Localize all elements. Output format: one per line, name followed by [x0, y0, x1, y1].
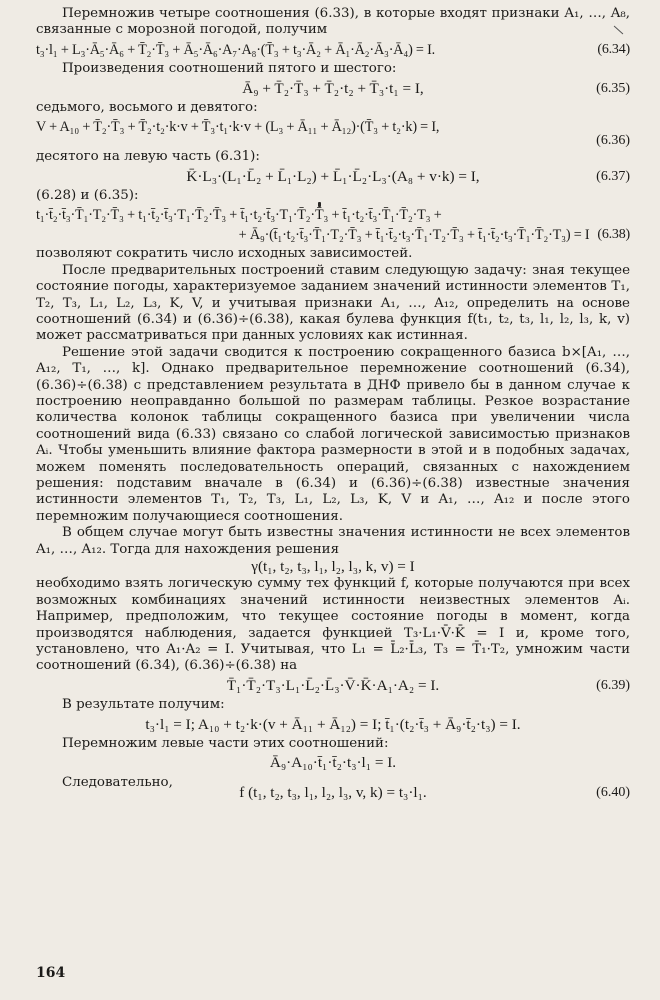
paragraph-tenth: десятого на левую часть (6.31):	[36, 149, 260, 165]
paragraph-sum: необходимо взять логическую сумму тех функций f, которые получаются при всех возможных комбинациях значений истинности неизвестных элементов Aᵢ. Например, предположим, что текущее состояние погоды в момент, когда производятся наблюдения, задается функцией T₃·L₁·V̄·K̄ = I и, кроме того, установлено, что A₁·A₂ = I. Учитывая, что L₁ = L̄₂·L̄₃, T₃ = T̄₁·T₂, умножим части соотношений (6.34), (6.36)÷(6.38) на	[36, 576, 630, 674]
ink-dot	[318, 202, 321, 207]
equation-6-37-body: K̄·L₃·(L₁·L̄₂ + L̄₁·L₂) + L̄₁·L̄₂·L₃·(A₈ + v·k) = I,	[186, 167, 480, 185]
paragraph-intro: Перемножив четыре соотношения (6.33), в которые входят признаки A₁, …, A₈, связанные с морозной погодой, получим	[36, 6, 630, 38]
equation-6-36-number: (6.36)	[596, 132, 630, 148]
equation-6-35	[36, 81, 630, 97]
equation-6-40-number: (6.40)	[596, 785, 630, 801]
equation-6-38-line2	[36, 227, 630, 243]
equation-6-35-body: Ā₉ + T̄₂·T̄₃ + T̄₂·t₂ + T̄₃·t₁ = I,	[242, 79, 424, 97]
equation-gamma	[36, 559, 630, 575]
equation-6-40	[36, 785, 630, 801]
equation-6-39-number: (6.39)	[596, 677, 630, 693]
equation-gamma-body: γ(t₁, t₂, t₃, l₁, l₂, l₃, k, v) = I	[251, 558, 415, 575]
equation-results-body: t₃·l₁ = I; A₁₀ + t₂·k·(v + Ā₁₁ + Ā₁₂) = I; t̄₁·(t₂·t̄₃ + Ā₉·t̄₂·t₃) = I.	[145, 715, 521, 733]
equation-6-34	[36, 42, 630, 58]
paragraph-seventh: седьмого, восьмого и девятого:	[36, 100, 258, 116]
equation-6-39-body: T̄₁·T̄₂·T₃·L₁·L̄₂·L̄₃·V̄·K̄·A₁·A₂ = I.	[226, 676, 440, 694]
equation-6-39	[36, 678, 630, 694]
equation-6-36-body: V + A₁₀ + T̄₂·T̄₃ + T̄₂·t₂·k·v + T̄₃·t₁·k·v + (L₃ + Ā₁₁ + Ā₁₂)·(T̄₃ + t₂·k) = I,	[36, 119, 440, 136]
equation-results	[36, 717, 630, 733]
paragraph-refs: (6.28) и (6.35):	[36, 188, 139, 204]
equation-product	[36, 755, 630, 771]
equation-6-38-number: (6.38)	[597, 226, 630, 242]
paragraph-task: После предварительных построений ставим следующую задачу: зная текущее состояние погоды, характеризуемое заданием значений истинности элементов T₁, T₂, T₃, L₁, L₂, L₃, K, V, и учитывая признаки A₁, …, A₁₂, определить на основе соотношений (6.34) и (6.36)÷(6.38), какая булева функция f(t₁, t₂, t₃, l₁, l₂, l₃, k, v) может рассматриваться при данных условиях как истинная.	[36, 262, 630, 344]
paragraph-products: Произведения соотношений пятого и шестого:	[62, 61, 397, 77]
paragraph-result: В результате получим:	[62, 697, 225, 713]
paragraph-solution: Решение этой задачи сводится к построению сокращенного базиса b×[A₁, …, A₁₂, T₁, …, k]. Однако предварительное перемножение соотношений (6.34), (6.36)÷(6.38) с представлением результата в ДНФ привело бы в данном случае к построению неоправданно большой по размерам таблицы. Резкое возрастание количества колонок таблицы сокращенного базиса при увеличении числа соотношений вида (6.33) связано со слабой логической зависимостью признаков Aᵢ. Чтобы уменьшить влияние фактора размерности в этой и в подобных задачах, можем поменять последовательность операций, связанных с нахождением решения: подставим вначале в (6.34) и (6.36)÷(6.38) известные значения истинности элементов T₁, T₂, T₃, L₁, L₂, L₃, K, V и A₁, …, A₁₂ и после этого перемножим получающиеся соотношения.	[36, 344, 630, 524]
equation-6-40-body: f (t₁, t₂, t₃, l₁, l₂, l₃, v, k) = t₃·l₁.	[239, 784, 427, 802]
paragraph-multiply: Перемножим левые части этих соотношений:	[62, 736, 389, 752]
equation-6-38-body-2: + Ā₉·(t̄₁·t₂·t̄₃·T̄₁·T₂·T̄₃ + t̄₁·t̄₂·t₃·T̄₁·T₂·T̄₃ + t̄₁·t̄₂·t₃·T̄₁·T̄₂·T₃) = I	[238, 226, 590, 243]
equation-6-34-number: (6.34)	[597, 41, 630, 57]
equation-product-body: Ā₉·A₁₀·t̄₁·t̄₂·t₃·l₁ = I.	[269, 754, 397, 772]
equation-6-37-number: (6.37)	[596, 168, 630, 184]
equation-6-38-body-1: t₁·t̄₂·t̄₃·T̄₁·T₂·T̄₃ + t₁·t̄₂·t̄₃·T₁·T̄₂·T̄₃ + t̄₁·t₂·t̄₃·T₁·T̄₂·T̄₃ + t̄₁·t₂·t̄₃·T̄₁·T̄₂·T₃ +	[36, 207, 442, 224]
equation-6-38-line1	[36, 207, 630, 223]
paragraph-therefore: Следовательно,	[62, 774, 173, 790]
equation-6-34-body: t₃·l₁ + L₃·Ā₅·Ā₆ + T̄₂·T̄₃ + Ā₅·Ā₆·A₇·A₈·(T̄₃ + t₃·Ā₂ + Ā₁·Ā₂·Ā₃·Ā₄) = I.	[36, 41, 435, 58]
paragraph-reduce: позволяют сократить число исходных зависимостей.	[36, 246, 413, 262]
equation-6-36	[36, 119, 630, 135]
equation-6-35-number: (6.35)	[596, 80, 630, 96]
paragraph-general: В общем случае могут быть известны значения истинности не всех элементов A₁, …, A₁₂. Тогда для нахождения решения	[36, 525, 630, 557]
equation-6-37	[36, 169, 630, 185]
page-number: 164	[36, 965, 66, 981]
